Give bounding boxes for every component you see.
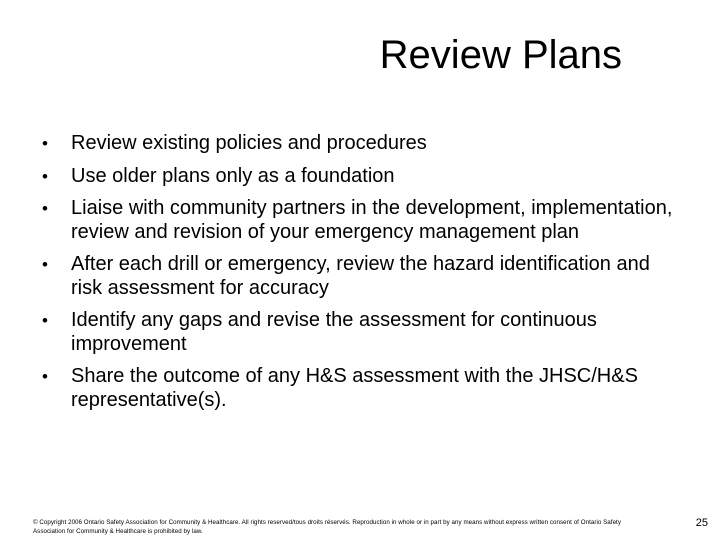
page-number: 25 [695, 517, 708, 529]
bullet-text: After each drill or emergency, review the hazard identification and risk assessment for accuracy [71, 253, 650, 299]
copyright-footer: © Copyright 2006 Ontario Safety Association for Community & Healthcare. All rights reserved/tous droits réservés. Reproduction in whole or in part by any means without express written consent of Ontario Safety Association for Community & Healthcare is prohibited by law. [33, 519, 621, 535]
bullet-item [42, 132, 682, 156]
bullet-item [42, 165, 682, 189]
bullet-item [42, 309, 682, 356]
bullet-icon: • [42, 255, 48, 274]
bullet-icon: • [42, 134, 48, 153]
bullet-icon: • [42, 199, 48, 218]
bullet-item [42, 253, 682, 300]
bullet-icon: • [42, 367, 48, 386]
bullet-item [42, 365, 682, 412]
bullet-list [42, 132, 682, 421]
bullet-icon: • [42, 166, 48, 186]
bullet-text: Review existing policies and procedures [71, 132, 427, 154]
bullet-item [42, 197, 682, 244]
bullet-text: Identify any gaps and revise the assessment for continuous improvement [71, 309, 597, 355]
bullet-text: Use older plans only as a foundation [71, 164, 395, 187]
bullet-text: Share the outcome of any H&S assessment with the JHSC/H&S representative(s). [71, 365, 638, 411]
bullet-text: Liaise with community partners in the development, implementation, review and revision of your emergency management plan [71, 197, 673, 243]
slide-title: Review Plans [379, 33, 622, 77]
bullet-icon: • [42, 311, 48, 330]
